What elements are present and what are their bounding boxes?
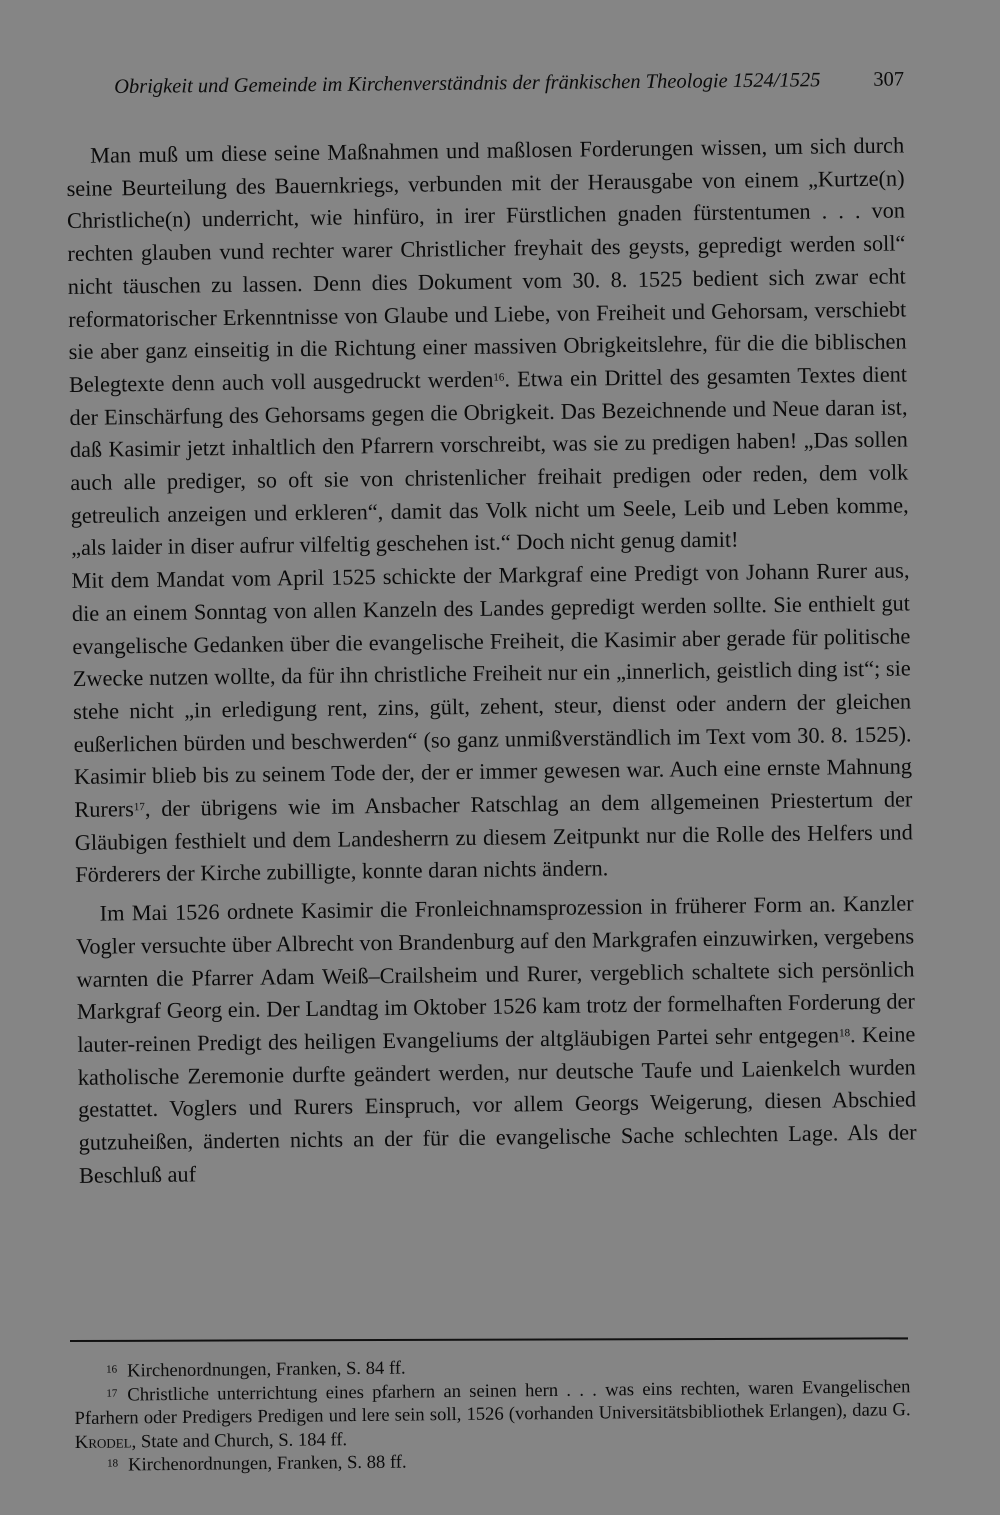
paragraph-1 <box>66 129 909 565</box>
footnote-mark-18: 18 <box>107 1457 119 1470</box>
footnotes <box>74 1351 911 1477</box>
paragraph-3-text-b: . Keine katholische Zeremonie durfte geändert werden, nur deutsche Taufe und Laienkelch wurden gestattet. Voglers und Rurers Einspruch, vor allem Georgs Weigerung, diesen Abschied gutzuheißen, änderten nichts an der für die evangelische Sache schlechten Lage. Als der Beschluß auf <box>77 1021 917 1188</box>
footnote-17-text-a: Christliche unterrichtung eines pfarhern an seinen hern . . . was eins rechten, waren Evangelischen Pfarhern oder Predigers Predigen und lere sein soll, 1526 (vorhanden Universitätsbibliothek Erlangen), dazu G. <box>74 1375 911 1429</box>
body-text <box>66 129 917 1192</box>
footnote-18-text: Kirchenordnungen, Franken, S. 88 ff. <box>127 1451 407 1476</box>
running-head <box>114 64 904 102</box>
footnote-17-text-b: , State and Church, S. 184 ff. <box>131 1428 348 1452</box>
paragraph-2-text-b: , der übrigens wie im Ansbacher Ratschlag an dem allgemeinen Priestertum der Gläubigen festhielt und dem Landesherrn zu diesem Zeitpunkt nur die Rolle des Helfers und Förderers der Kirche zubilligte, konnte daran nichts ändern. <box>74 786 913 888</box>
paragraph-3 <box>76 888 918 1193</box>
paragraph-2-text-a: Mit dem Mandat vom April 1525 schickte der Markgraf eine Predigt von Johann Rurer aus, die an einem Sonntag von allen Kanzeln des Landes gepredigt werden sollte. Sie enthielt gut evangelische Gedanken über die evangelische Freiheit, die Kasimir aber gerade für politische Zwecke nutzen wollte, da für ihn christliche Freiheit nur ein „innerlich, geistlich ding ist“; sie stehe nicht „in erledigung rent, zins, gült, zehent, steur, dienst oder andern der gleichen eußerlichen bürden und beschwerden“ (so ganz unmißverständlich im Text vom 30. 8. 1525). Kasimir blieb bis zu seinem Tode der, der er immer gewesen war. Auch eine ernste Mahnung Rurers <box>71 557 913 823</box>
paragraph-1-text-b: . Etwa ein Drittel des gesamten Textes dient der Einschärfung des Gehorsams gegen die Obrigkeit. Das Bezeichnende und Neue daran ist, daß Kasimir jetzt inhaltlich den Pfarrern vorschreibt, was sie zu predigen haben! „Das sollen auch alle prediger, so oft sie von christenlicher freihait predigen oder reden, dem volk getreulich anzeigen und erkleren“, damit das Volk nicht um Seele, Leib und Leben komme, „als laider in diser aufrur vilfeltig geschehen ist.“ Doch nicht genug damit! <box>69 361 909 561</box>
paragraph-1-text-a: Man muß um diese seine Maßnahmen und maßlosen Forderungen wissen, um sich durch seine Beurteilung des Bauernkriegs, verbunden mit der Herausgabe von einem „Kurtze(n) Christliche(n) underricht, wie hinfüro, in irer Fürstlichen gnaden fürstentumen . . . von rechten glauben vund rechter warer Christlicher freyhait des geysts, gepredigt werden soll“ nicht täuschen zu lassen. Denn dies Dokument vom 30. 8. 1525 bedient sich zwar echt reformatorischer Erkenntnisse von Glaube und Liebe, von Freiheit und Gehorsam, verschiebt sie aber ganz einseitig in die Richtung einer massiven Obrigkeitslehre, für die die biblischen Belegtexte denn auch voll ausgedruckt werden <box>66 132 907 397</box>
footnote-17 <box>74 1375 911 1454</box>
running-head-title: Obrigkeit und Gemeinde im Kirchenverständnis der fränkischen Theologie 1524/1525 <box>114 69 821 98</box>
footnote-mark-16: 16 <box>106 1363 118 1376</box>
footnote-16-text: Kirchenordnungen, Franken, S. 84 ff. <box>127 1357 406 1382</box>
page-number: 307 <box>873 68 905 91</box>
footnote-ref-16: 16 <box>493 371 505 384</box>
footnote-mark-17: 17 <box>106 1387 118 1400</box>
footnote-ref-18: 18 <box>838 1027 851 1040</box>
footnote-17-author: Krodel <box>74 1430 132 1453</box>
paragraph-2 <box>71 555 913 893</box>
paragraph-3-text-a: Im Mai 1526 ordnete Kasimir die Fronleichnamsprozession in früherer Form an. Kanzler Vogler versuchte über Albrecht von Brandenburg auf den Markgrafen einzuwirken, vergebens warnten die Pfarrer Adam Weiß–Crailsheim und Rurer, vergeblich schaltete sich persönlich Markgraf Georg ein. Der Landtag im Oktober 1526 kam trotz der formelhaften Forderung der lauter-reinen Predigt des heiligen Evangeliums der altgläubigen Partei sehr entgegen <box>75 890 916 1057</box>
footnote-ref-17: 17 <box>133 801 145 814</box>
footnote-separator-rule <box>70 1337 908 1342</box>
